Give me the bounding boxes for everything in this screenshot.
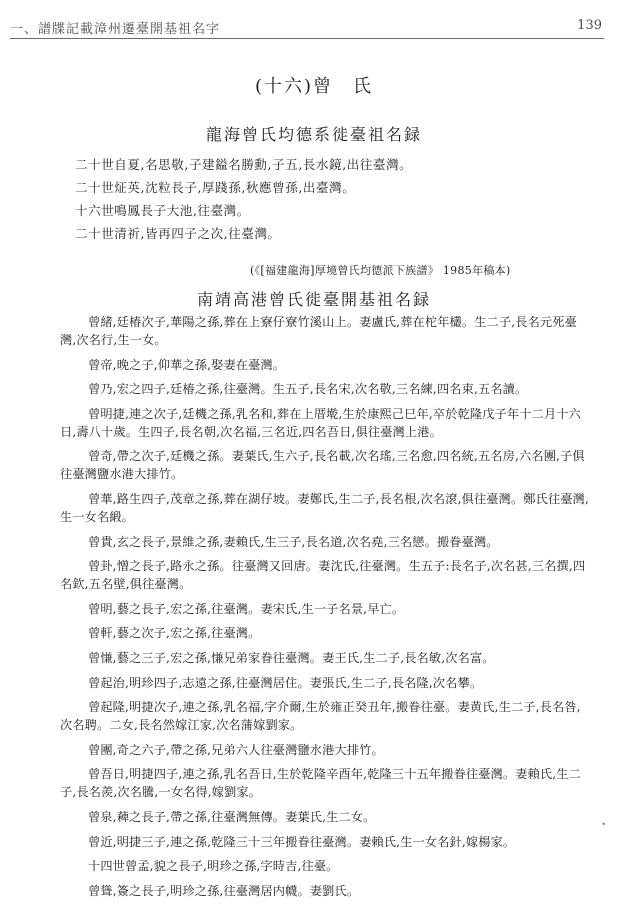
entry-paragraph: 曾華,路生四子,茂章之孫,葬在湖仔坡。妻鄭氏,生二子,長名根,次名滾,俱往臺灣。鄭氏往臺灣,生一女名緞。 [60,491,590,524]
entry-paragraph: 曾團,奇之六子,帶之孫,兄弟六人往臺灣鹽水港大排竹。 [88,742,384,757]
entry-paragraph: 十四世曾孟,貌之長子,明珍之孫,字時吉,往臺。 [88,859,339,874]
entry-paragraph: 曾軒,藝之次子,宏之孫,往臺灣。 [88,626,261,641]
corner-mark: • [601,820,606,829]
entry-paragraph: 曾聳,簽之長子,明珍之孫,往臺灣居内幭。妻劉氏。 [88,883,360,898]
entry-paragraph: 曾帝,晚之子,仰華之孫,娶妻在臺灣。 [88,357,286,372]
entries-list [60,313,592,906]
entry-paragraph: 曾卦,憎之長子,路永之孫。往臺灣又回唐。妻沈氏,往臺灣。生五子:長名子,次名甚,三名撰,四名欽,五名壁,俱往臺灣。 [60,559,586,592]
entry-paragraph: 曾近,明捷三子,連之孫,乾隆三十三年搬眷往臺灣。妻賴氏,生一女名針,嫁楊家。 [88,834,516,849]
header-rule [10,38,604,39]
entry-paragraph: 曾起隆,明捷次子,連之孫,乳名福,字介爾,生於雍正癸丑年,搬眷往臺。妻黄氏,生二子,長名咎,次名聘。二女,長名然嫁江家,次名蒲嫁劉家。 [60,700,581,733]
entry-paragraph: 曾明,藝之長子,宏之孫,往臺灣。妻宋氏,生一子名景,早亡。 [88,601,405,616]
source-citation: (《[福建龍海]厚境曾氏均德派下族譜》 1985年稿本) [250,264,511,277]
entry-paragraph: 曾貴,玄之長子,景維之孫,妻賴氏,生三子,長名道,次名堯,三名戀。搬眷臺灣。 [88,534,499,549]
page-number: 139 [577,18,602,33]
section-title: (十六)曾 氏 [254,76,374,97]
entry-paragraph: 曾泉,薭之長子,帶之孫,往臺灣無傳。妻葉氏,生二女。 [88,809,376,824]
entry-paragraph: 曾吾日,明捷四子,連之孫,乳名吾日,生於乾隆辛酉年,乾隆三十五年搬眷往臺灣。妻賴氏,生二子,長名羨,次名騰,一女名得,嫁劉家。 [60,767,581,800]
lineage-line: 二十世自夏,名思敬,子建鎰名勝勳,子五,長水鏡,出往臺灣。 [75,157,413,172]
entry-paragraph: 曾起治,明珍四子,志遠之孫,往臺灣居住。妻張氏,生二子,長名隆,次名攀。 [88,675,483,690]
entry-paragraph: 曾明捷,連之次子,廷機之孫,乳名和,葬在上厝墘,生於康熙己巳年,卒於乾隆戊子年十二月十六日,壽八十歲。生四子,長名朝,次名福,三名近,四名吾日,俱往臺灣上港。 [60,406,581,439]
lineage-line: 十六世鳴鳳長子大池,往臺灣。 [75,203,250,218]
lineage-title-longhai: 龍海曾氏均德系徙臺祖名録 [205,125,422,144]
entry-paragraph: 曾緒,廷椿次子,華陽之孫,葬在上寮仔寮竹溪山上。妻盧氏,葬在柁年欉。生二子,長名元死臺灣,次名行,生一女。 [60,315,577,347]
lineage-title-nanjing: 南靖高港曾氏徙臺開基祖名録 [196,290,431,309]
lineage-line: 二十世炡英,沈粒長子,厚踐孫,秋應曾孫,出臺灣。 [75,180,356,195]
header-title: 一、譜牒記載漳州遷臺開基祖名字 [10,22,221,37]
entry-paragraph: 曾乃,宏之四子,廷椿之孫,往臺灣。生五子,長名宋,次名敬,三名練,四名束,五名讀。 [88,382,528,397]
running-header [0,18,628,37]
entry-paragraph: 曾慊,藝之三子,宏之孫,慊兄弟家眷往臺灣。妻王氏,生二子,長名敏,次名富。 [88,650,495,665]
entry-paragraph: 曾奇,帶之次子,廷機之孫。妻葉氏,生六子,長名載,次名瑤,三名愈,四名統,五名房,六名團,子俱往臺灣鹽水港大排竹。 [60,449,585,482]
lineage-line: 二十世清祈,皆再四子之次,往臺灣。 [75,226,281,241]
